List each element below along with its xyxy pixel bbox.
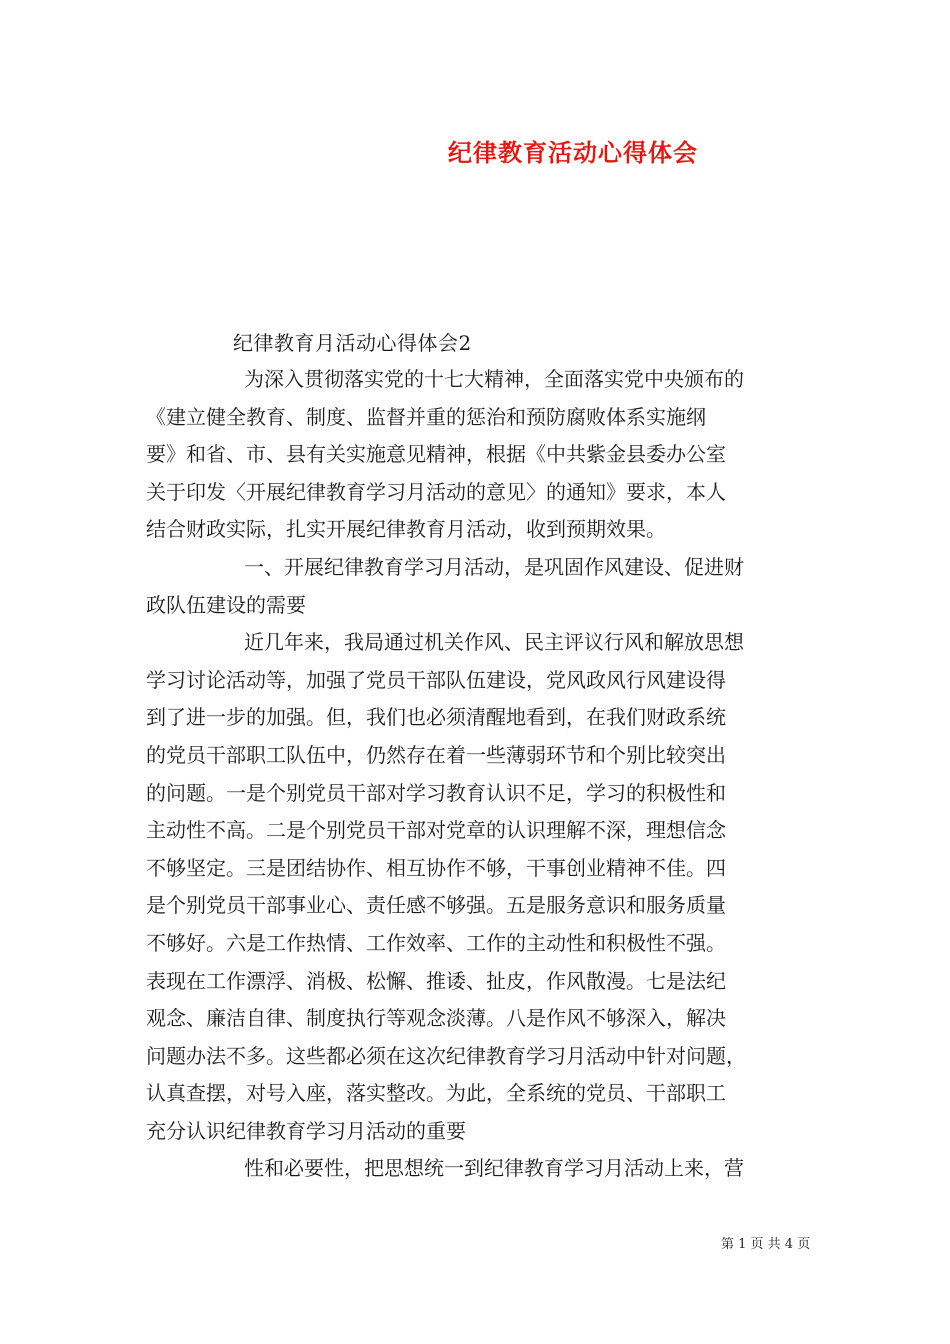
body-line: 为深入贯彻落实党的十七大精神，全面落实党中央颁布的 bbox=[244, 367, 744, 391]
body-line: 主动性不高。二是个别党员干部对党章的认识理解不深，理想信念 bbox=[146, 818, 726, 843]
body-line: 观念、廉洁自律、制度执行等观念淡薄。八是作风不够深入，解决 bbox=[146, 1006, 726, 1031]
document-body bbox=[146, 361, 806, 1188]
body-line: 《建立健全教育、制度、监督并重的惩治和预防腐败体系实施纲 bbox=[146, 404, 706, 429]
body-line: 结合财政实际，扎实开展纪律教育月活动，收到预期效果。 bbox=[146, 517, 666, 542]
page-number-footer: 第 1 页 共 4 页 bbox=[721, 1237, 811, 1252]
body-line: 是个别党员干部事业心、责任感不够强。五是服务意识和服务质量 bbox=[146, 893, 726, 918]
body-line: 表现在工作漂浮、消极、松懈、推诿、扯皮，作风散漫。七是法纪 bbox=[146, 968, 726, 993]
body-line: 问题办法不多。这些都必须在这次纪律教育学习月活动中针对问题， bbox=[146, 1043, 746, 1068]
body-line: 一、开展纪律教育学习月活动，是巩固作风建设、促进财 bbox=[244, 554, 744, 579]
body-line: 充分认识纪律教育学习月活动的重要 bbox=[146, 1118, 466, 1143]
body-line: 的党员干部职工队伍中，仍然存在着一些薄弱环节和个别比较突出 bbox=[146, 742, 726, 767]
body-line: 关于印发〈开展纪律教育学习月活动的意见〉的通知》要求，本人 bbox=[146, 479, 726, 504]
body-line: 到了进一步的加强。但，我们也必须清醒地看到，在我们财政系统 bbox=[146, 705, 726, 730]
body-line: 学习讨论活动等，加强了党员干部队伍建设，党风政风行风建设得 bbox=[146, 667, 726, 692]
body-line: 的问题。一是个别党员干部对学习教育认识不足，学习的积极性和 bbox=[146, 780, 726, 805]
page-title: 纪律教育活动心得体会 bbox=[448, 138, 698, 167]
body-line: 不够好。六是工作热情、工作效率、工作的主动性和积极性不强。 bbox=[146, 930, 726, 955]
body-line: 不够坚定。三是团结协作、相互协作不够，干事创业精神不佳。四 bbox=[146, 855, 726, 880]
body-line: 认真查摆，对号入座，落实整改。为此，全系统的党员、干部职工 bbox=[146, 1081, 726, 1106]
document-subtitle: 纪律教育月活动心得体会2 bbox=[233, 331, 472, 355]
body-line: 性和必要性，把思想统一到纪律教育学习月活动上来，营 bbox=[244, 1156, 744, 1181]
body-line: 近几年来，我局通过机关作风、民主评议行风和解放思想 bbox=[244, 630, 744, 655]
body-line: 政队伍建设的需要 bbox=[146, 592, 306, 617]
body-line: 要》和省、市、县有关实施意见精神，根据《中共紫金县委办公室 bbox=[146, 442, 726, 467]
